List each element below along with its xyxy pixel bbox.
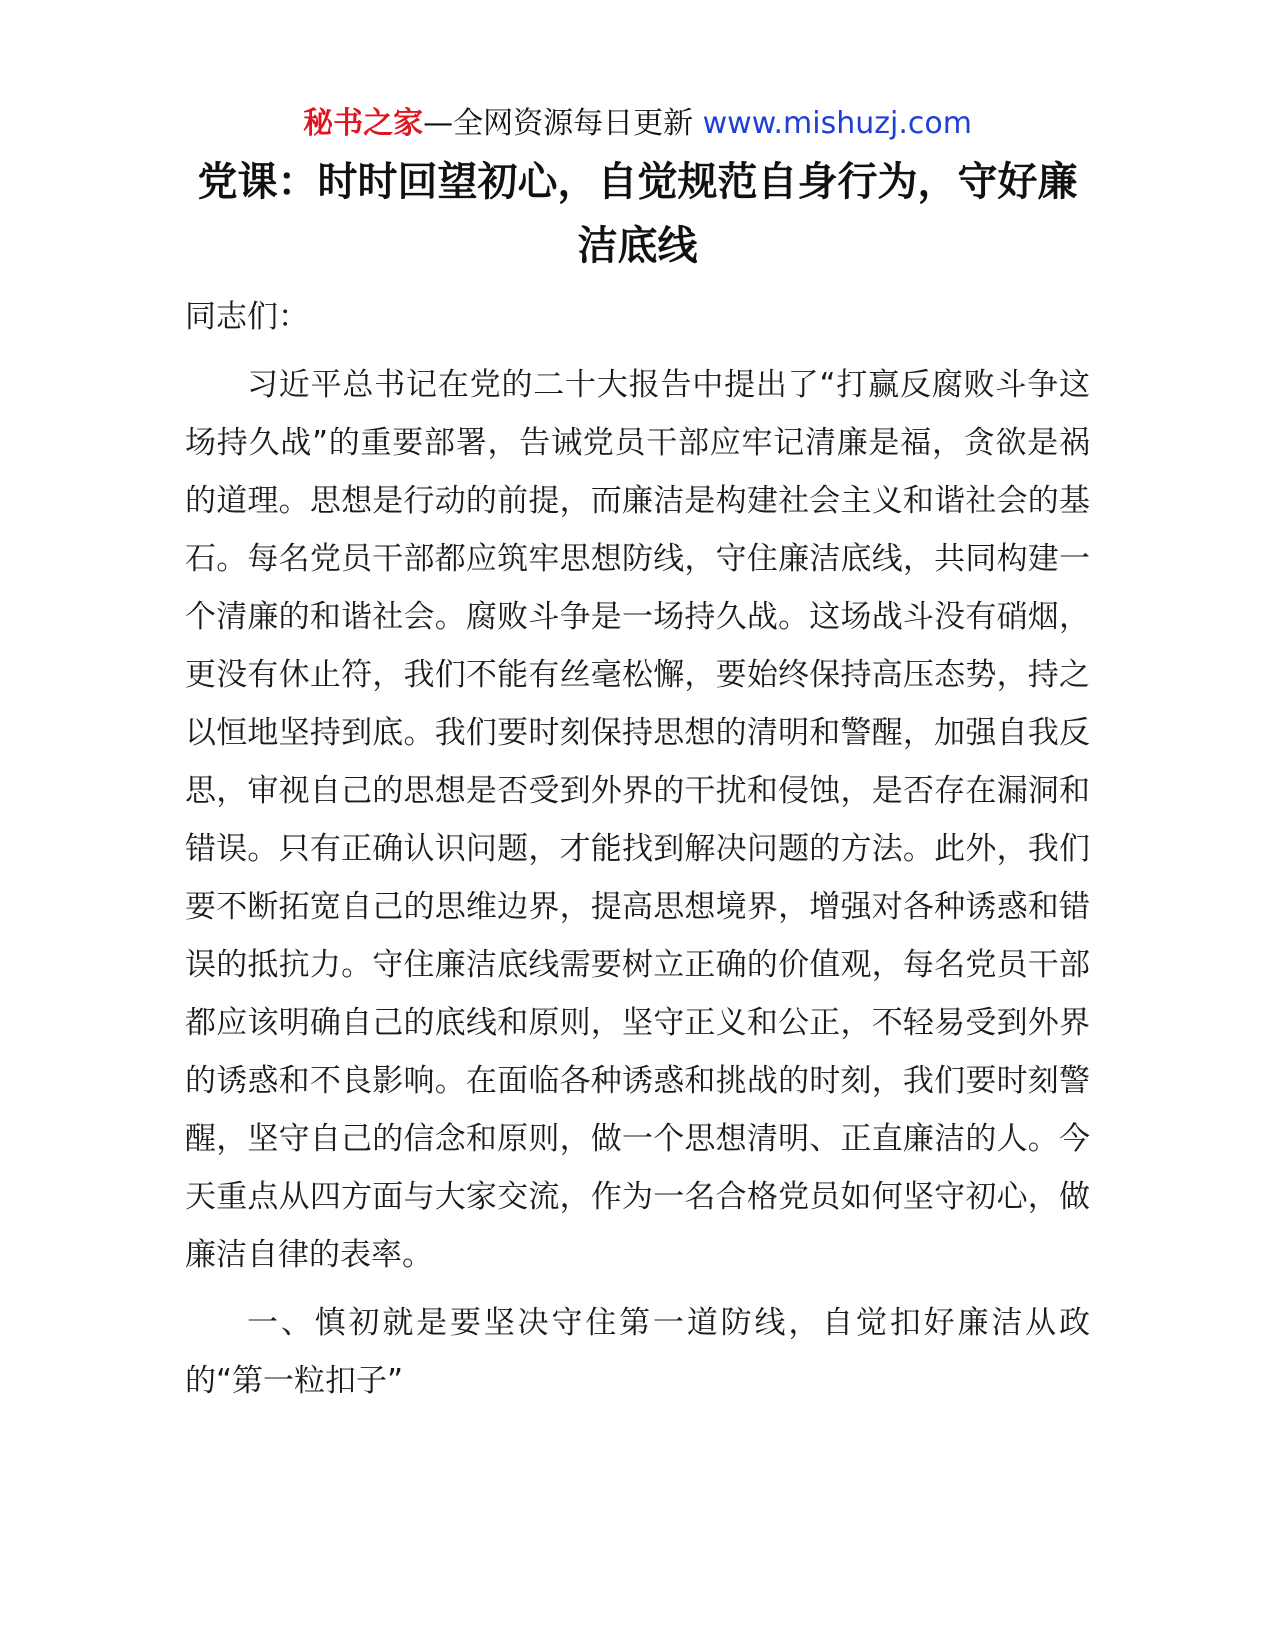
site-brand: 秘书之家 bbox=[303, 106, 424, 141]
site-tagline: —全网资源每日更新 bbox=[423, 106, 694, 141]
section-heading-1: 一、慎初就是要坚决守住第一道防线，自觉扣好廉洁从政的“第一粒扣子” bbox=[185, 1305, 1090, 1399]
salutation: 同志们： bbox=[185, 299, 309, 335]
document-body bbox=[185, 288, 1090, 1420]
site-header bbox=[0, 104, 1275, 144]
site-url-link[interactable]: www.mishuzj.com bbox=[702, 106, 972, 141]
paragraph-intro: 习近平总书记在党的二十大报告中提出了“打赢反腐败斗争这场持久战”的重要部署，告诫党员干部应牢记清廉是福，贪欲是祸的道理。思想是行动的前提，而廉洁是构建社会主义和谐社会的基石。每名党员干部都应筑牢思想防线，守住廉洁底线，共同构建一个清廉的和谐社会。腐败斗争是一场持久战。这场战斗没有硝烟，更没有休止符，我们不能有丝毫松懈，要始终保持高压态势，持之以恒地坚持到底。我们要时刻保持思想的清明和警醒，加强自我反思，审视自己的思想是否受到外界的干扰和侵蚀，是否存在漏洞和错误。只有正确认识问题，才能找到解决问题的方法。此外，我们要不断拓宽自己的思维边界，提高思想境界，增强对各种诱惑和错误的抵抗力。守住廉洁底线需要树立正确的价值观，每名党员干部都应该明确自己的底线和原则，坚守正义和公正，不轻易受到外界的诱惑和不良影响。在面临各种诱惑和挑战的时刻，我们要时刻警醒，坚守自己的信念和原则，做一个思想清明、正直廉洁的人。今天重点从四方面与大家交流，作为一名合格党员如何坚守初心，做廉洁自律的表率。 bbox=[185, 367, 1090, 1273]
document-title: 党课：时时回望初心，自觉规范自身行为，守好廉洁底线 bbox=[197, 159, 1078, 269]
